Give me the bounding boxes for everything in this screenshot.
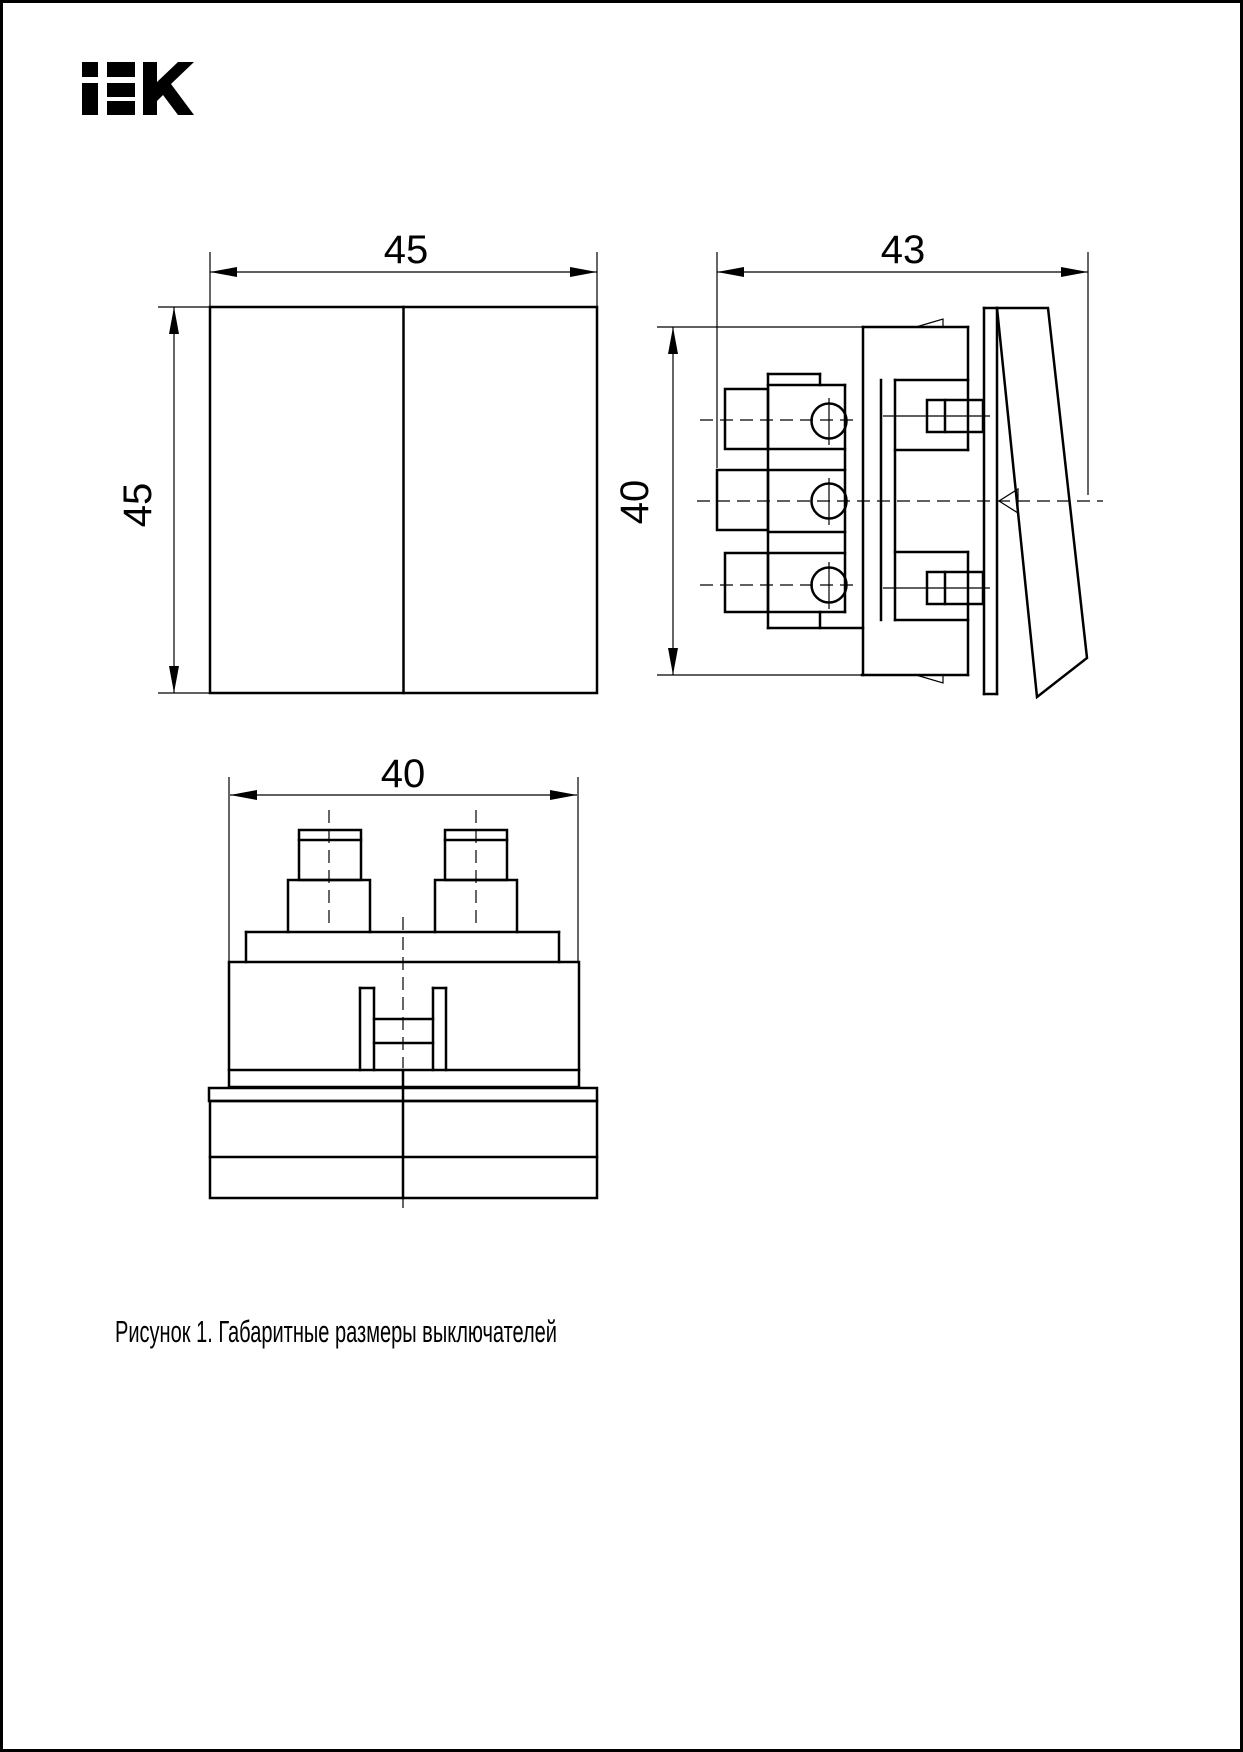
terminal-blocks — [697, 374, 1103, 628]
side-depth-dimension — [717, 228, 1088, 495]
front-width-label: 45 — [383, 228, 429, 272]
side-depth-label: 43 — [880, 228, 926, 272]
side-height-label: 40 — [613, 479, 657, 525]
front-height-dimension — [116, 307, 210, 693]
front-view — [210, 307, 597, 693]
iek-logo-icon — [82, 62, 194, 115]
rocker-key — [997, 308, 1087, 697]
mounting-screw-bottom — [883, 572, 990, 604]
bottom-width-dimension — [229, 752, 578, 962]
figure-caption: Рисунок 1. Габаритные размеры выключателей — [115, 1314, 557, 1349]
bottom-width-label: 40 — [380, 752, 426, 796]
side-view — [657, 308, 1103, 697]
mounting-screw-top — [883, 400, 990, 432]
front-height-label: 45 — [116, 482, 160, 528]
front-width-dimension — [210, 228, 597, 307]
side-height-dimension — [613, 327, 678, 675]
bottom-view — [209, 810, 597, 1208]
page-border — [2, 2, 1242, 1751]
